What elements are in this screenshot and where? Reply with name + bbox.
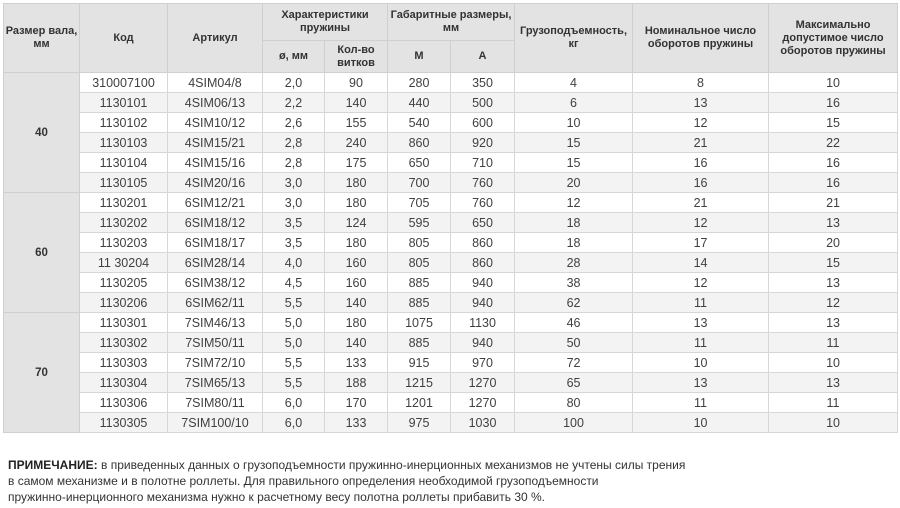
header-spring-characteristics: Характеристики пружины (263, 4, 388, 41)
table-row (4, 113, 898, 133)
table-row (4, 253, 898, 273)
max-turns-cell: 21 (769, 193, 898, 213)
capacity-cell: 65 (515, 373, 633, 393)
diameter-cell: 5,5 (263, 353, 325, 373)
max-turns-cell: 16 (769, 173, 898, 193)
article-cell: 7SIM100/10 (168, 413, 263, 433)
capacity-cell: 38 (515, 273, 633, 293)
dim-m-cell: 440 (388, 93, 451, 113)
nominal-turns-cell: 12 (633, 113, 769, 133)
dim-m-cell: 860 (388, 133, 451, 153)
code-cell: 1130303 (80, 353, 168, 373)
dim-m-cell: 885 (388, 293, 451, 313)
shaft-size-cell: 60 (4, 193, 80, 313)
header-nominal-turns: Номинальное число оборотов пружины (633, 4, 769, 73)
dim-m-cell: 1215 (388, 373, 451, 393)
code-cell: 1130201 (80, 193, 168, 213)
nominal-turns-cell: 13 (633, 313, 769, 333)
code-cell: 1130101 (80, 93, 168, 113)
dim-m-cell: 915 (388, 353, 451, 373)
diameter-cell: 5,0 (263, 333, 325, 353)
spring-spec-table (3, 3, 898, 433)
dim-m-cell: 540 (388, 113, 451, 133)
article-cell: 6SIM28/14 (168, 253, 263, 273)
capacity-cell: 18 (515, 233, 633, 253)
dim-a-cell: 350 (451, 73, 515, 93)
note-text-line3: пружинно-инерционного механизма нужно к расчетному весу полотна роллеты прибавить 30 %. (8, 490, 545, 504)
code-cell: 1130306 (80, 393, 168, 413)
code-cell: 1130103 (80, 133, 168, 153)
article-cell: 4SIM06/13 (168, 93, 263, 113)
dim-m-cell: 650 (388, 153, 451, 173)
dim-m-cell: 595 (388, 213, 451, 233)
dim-a-cell: 500 (451, 93, 515, 113)
article-cell: 7SIM46/13 (168, 313, 263, 333)
coils-cell: 124 (325, 213, 388, 233)
diameter-cell: 3,5 (263, 213, 325, 233)
nominal-turns-cell: 13 (633, 93, 769, 113)
dim-a-cell: 710 (451, 153, 515, 173)
dim-a-cell: 1270 (451, 393, 515, 413)
dim-m-cell: 885 (388, 273, 451, 293)
diameter-cell: 3,5 (263, 233, 325, 253)
header-coils: Кол-во витков (325, 41, 388, 73)
footnote (8, 457, 892, 505)
max-turns-cell: 16 (769, 153, 898, 173)
diameter-cell: 6,0 (263, 393, 325, 413)
dim-a-cell: 940 (451, 333, 515, 353)
header-dim-m: M (388, 41, 451, 73)
dim-a-cell: 860 (451, 253, 515, 273)
table-row (4, 353, 898, 373)
nominal-turns-cell: 8 (633, 73, 769, 93)
dim-m-cell: 705 (388, 193, 451, 213)
max-turns-cell: 10 (769, 353, 898, 373)
article-cell: 6SIM18/17 (168, 233, 263, 253)
diameter-cell: 4,0 (263, 253, 325, 273)
code-cell: 1130205 (80, 273, 168, 293)
nominal-turns-cell: 11 (633, 393, 769, 413)
code-cell: 1130202 (80, 213, 168, 233)
nominal-turns-cell: 10 (633, 353, 769, 373)
capacity-cell: 28 (515, 253, 633, 273)
max-turns-cell: 11 (769, 333, 898, 353)
article-cell: 4SIM10/12 (168, 113, 263, 133)
diameter-cell: 3,0 (263, 173, 325, 193)
coils-cell: 180 (325, 193, 388, 213)
code-cell: 1130203 (80, 233, 168, 253)
table-row (4, 193, 898, 213)
capacity-cell: 50 (515, 333, 633, 353)
table-row (4, 233, 898, 253)
nominal-turns-cell: 10 (633, 413, 769, 433)
diameter-cell: 5,0 (263, 313, 325, 333)
article-cell: 6SIM18/12 (168, 213, 263, 233)
diameter-cell: 2,0 (263, 73, 325, 93)
dim-a-cell: 940 (451, 273, 515, 293)
dim-a-cell: 970 (451, 353, 515, 373)
article-cell: 6SIM38/12 (168, 273, 263, 293)
note-text-line1: в приведенных данных о грузоподъемности пружинно-инерционных механизмов не учтены силы трения (97, 458, 686, 472)
coils-cell: 180 (325, 173, 388, 193)
table-row (4, 373, 898, 393)
table-row (4, 213, 898, 233)
capacity-cell: 62 (515, 293, 633, 313)
article-cell: 4SIM15/16 (168, 153, 263, 173)
coils-cell: 180 (325, 313, 388, 333)
coils-cell: 170 (325, 393, 388, 413)
header-overall-dimensions: Габаритные размеры, мм (388, 4, 515, 41)
nominal-turns-cell: 12 (633, 213, 769, 233)
shaft-size-cell: 40 (4, 73, 80, 193)
article-cell: 7SIM65/13 (168, 373, 263, 393)
capacity-cell: 15 (515, 133, 633, 153)
coils-cell: 133 (325, 353, 388, 373)
code-cell: 1130302 (80, 333, 168, 353)
article-cell: 6SIM12/21 (168, 193, 263, 213)
max-turns-cell: 13 (769, 313, 898, 333)
dim-a-cell: 860 (451, 233, 515, 253)
dim-a-cell: 650 (451, 213, 515, 233)
code-cell: 1130102 (80, 113, 168, 133)
table-row (4, 93, 898, 113)
table-row (4, 73, 898, 93)
code-cell: 1130301 (80, 313, 168, 333)
nominal-turns-cell: 14 (633, 253, 769, 273)
article-cell: 6SIM62/11 (168, 293, 263, 313)
code-cell: 1130104 (80, 153, 168, 173)
header-capacity: Грузоподъемность, кг (515, 4, 633, 73)
table-row (4, 333, 898, 353)
header-shaft-size: Размер вала, мм (4, 4, 80, 73)
article-cell: 7SIM80/11 (168, 393, 263, 413)
article-cell: 4SIM20/16 (168, 173, 263, 193)
coils-cell: 140 (325, 93, 388, 113)
max-turns-cell: 11 (769, 393, 898, 413)
diameter-cell: 2,8 (263, 153, 325, 173)
coils-cell: 188 (325, 373, 388, 393)
header-code: Код (80, 4, 168, 73)
capacity-cell: 12 (515, 193, 633, 213)
max-turns-cell: 16 (769, 93, 898, 113)
dim-a-cell: 1130 (451, 313, 515, 333)
nominal-turns-cell: 12 (633, 273, 769, 293)
nominal-turns-cell: 21 (633, 193, 769, 213)
table-row (4, 313, 898, 333)
dim-m-cell: 280 (388, 73, 451, 93)
table-row (4, 273, 898, 293)
diameter-cell: 5,5 (263, 373, 325, 393)
capacity-cell: 46 (515, 313, 633, 333)
note-text-line2: в самом механизме и в полотне роллеты. Для правильного определения необходимой грузоподъемности (8, 474, 599, 488)
dim-m-cell: 975 (388, 413, 451, 433)
max-turns-cell: 20 (769, 233, 898, 253)
nominal-turns-cell: 21 (633, 133, 769, 153)
dim-m-cell: 885 (388, 333, 451, 353)
nominal-turns-cell: 17 (633, 233, 769, 253)
coils-cell: 160 (325, 253, 388, 273)
coils-cell: 140 (325, 293, 388, 313)
code-cell: 1130206 (80, 293, 168, 313)
table-row (4, 153, 898, 173)
diameter-cell: 3,0 (263, 193, 325, 213)
capacity-cell: 4 (515, 73, 633, 93)
diameter-cell: 6,0 (263, 413, 325, 433)
code-cell: 1130105 (80, 173, 168, 193)
capacity-cell: 10 (515, 113, 633, 133)
coils-cell: 133 (325, 413, 388, 433)
capacity-cell: 20 (515, 173, 633, 193)
max-turns-cell: 15 (769, 253, 898, 273)
dim-a-cell: 760 (451, 193, 515, 213)
article-cell: 7SIM50/11 (168, 333, 263, 353)
dim-m-cell: 1201 (388, 393, 451, 413)
max-turns-cell: 10 (769, 413, 898, 433)
table-row (4, 293, 898, 313)
article-cell: 4SIM04/8 (168, 73, 263, 93)
nominal-turns-cell: 16 (633, 153, 769, 173)
header-max-turns: Максимально допустимое число оборотов пружины (769, 4, 898, 73)
capacity-cell: 18 (515, 213, 633, 233)
diameter-cell: 2,8 (263, 133, 325, 153)
coils-cell: 180 (325, 233, 388, 253)
max-turns-cell: 10 (769, 73, 898, 93)
header-dim-a: A (451, 41, 515, 73)
code-cell: 1130305 (80, 413, 168, 433)
coils-cell: 140 (325, 333, 388, 353)
max-turns-cell: 13 (769, 373, 898, 393)
table-body (4, 73, 898, 433)
dim-a-cell: 1030 (451, 413, 515, 433)
diameter-cell: 5,5 (263, 293, 325, 313)
dim-a-cell: 1270 (451, 373, 515, 393)
dim-a-cell: 600 (451, 113, 515, 133)
note-label: ПРИМЕЧАНИЕ: (8, 458, 98, 472)
table-row (4, 133, 898, 153)
coils-cell: 160 (325, 273, 388, 293)
dim-a-cell: 760 (451, 173, 515, 193)
dim-m-cell: 700 (388, 173, 451, 193)
diameter-cell: 2,6 (263, 113, 325, 133)
capacity-cell: 6 (515, 93, 633, 113)
table-row (4, 173, 898, 193)
nominal-turns-cell: 13 (633, 373, 769, 393)
coils-cell: 155 (325, 113, 388, 133)
nominal-turns-cell: 16 (633, 173, 769, 193)
header-article: Артикул (168, 4, 263, 73)
header-diameter: ø, мм (263, 41, 325, 73)
coils-cell: 90 (325, 73, 388, 93)
code-cell: 11 30204 (80, 253, 168, 273)
code-cell: 310007100 (80, 73, 168, 93)
dim-m-cell: 1075 (388, 313, 451, 333)
diameter-cell: 4,5 (263, 273, 325, 293)
capacity-cell: 72 (515, 353, 633, 373)
table-row (4, 393, 898, 413)
max-turns-cell: 22 (769, 133, 898, 153)
capacity-cell: 100 (515, 413, 633, 433)
max-turns-cell: 13 (769, 273, 898, 293)
capacity-cell: 80 (515, 393, 633, 413)
max-turns-cell: 13 (769, 213, 898, 233)
diameter-cell: 2,2 (263, 93, 325, 113)
coils-cell: 240 (325, 133, 388, 153)
article-cell: 4SIM15/21 (168, 133, 263, 153)
article-cell: 7SIM72/10 (168, 353, 263, 373)
dim-a-cell: 940 (451, 293, 515, 313)
nominal-turns-cell: 11 (633, 293, 769, 313)
max-turns-cell: 15 (769, 113, 898, 133)
capacity-cell: 15 (515, 153, 633, 173)
table-row (4, 413, 898, 433)
code-cell: 1130304 (80, 373, 168, 393)
coils-cell: 175 (325, 153, 388, 173)
dim-a-cell: 920 (451, 133, 515, 153)
max-turns-cell: 12 (769, 293, 898, 313)
shaft-size-cell: 70 (4, 313, 80, 433)
dim-m-cell: 805 (388, 253, 451, 273)
dim-m-cell: 805 (388, 233, 451, 253)
nominal-turns-cell: 11 (633, 333, 769, 353)
table-header (4, 4, 898, 73)
